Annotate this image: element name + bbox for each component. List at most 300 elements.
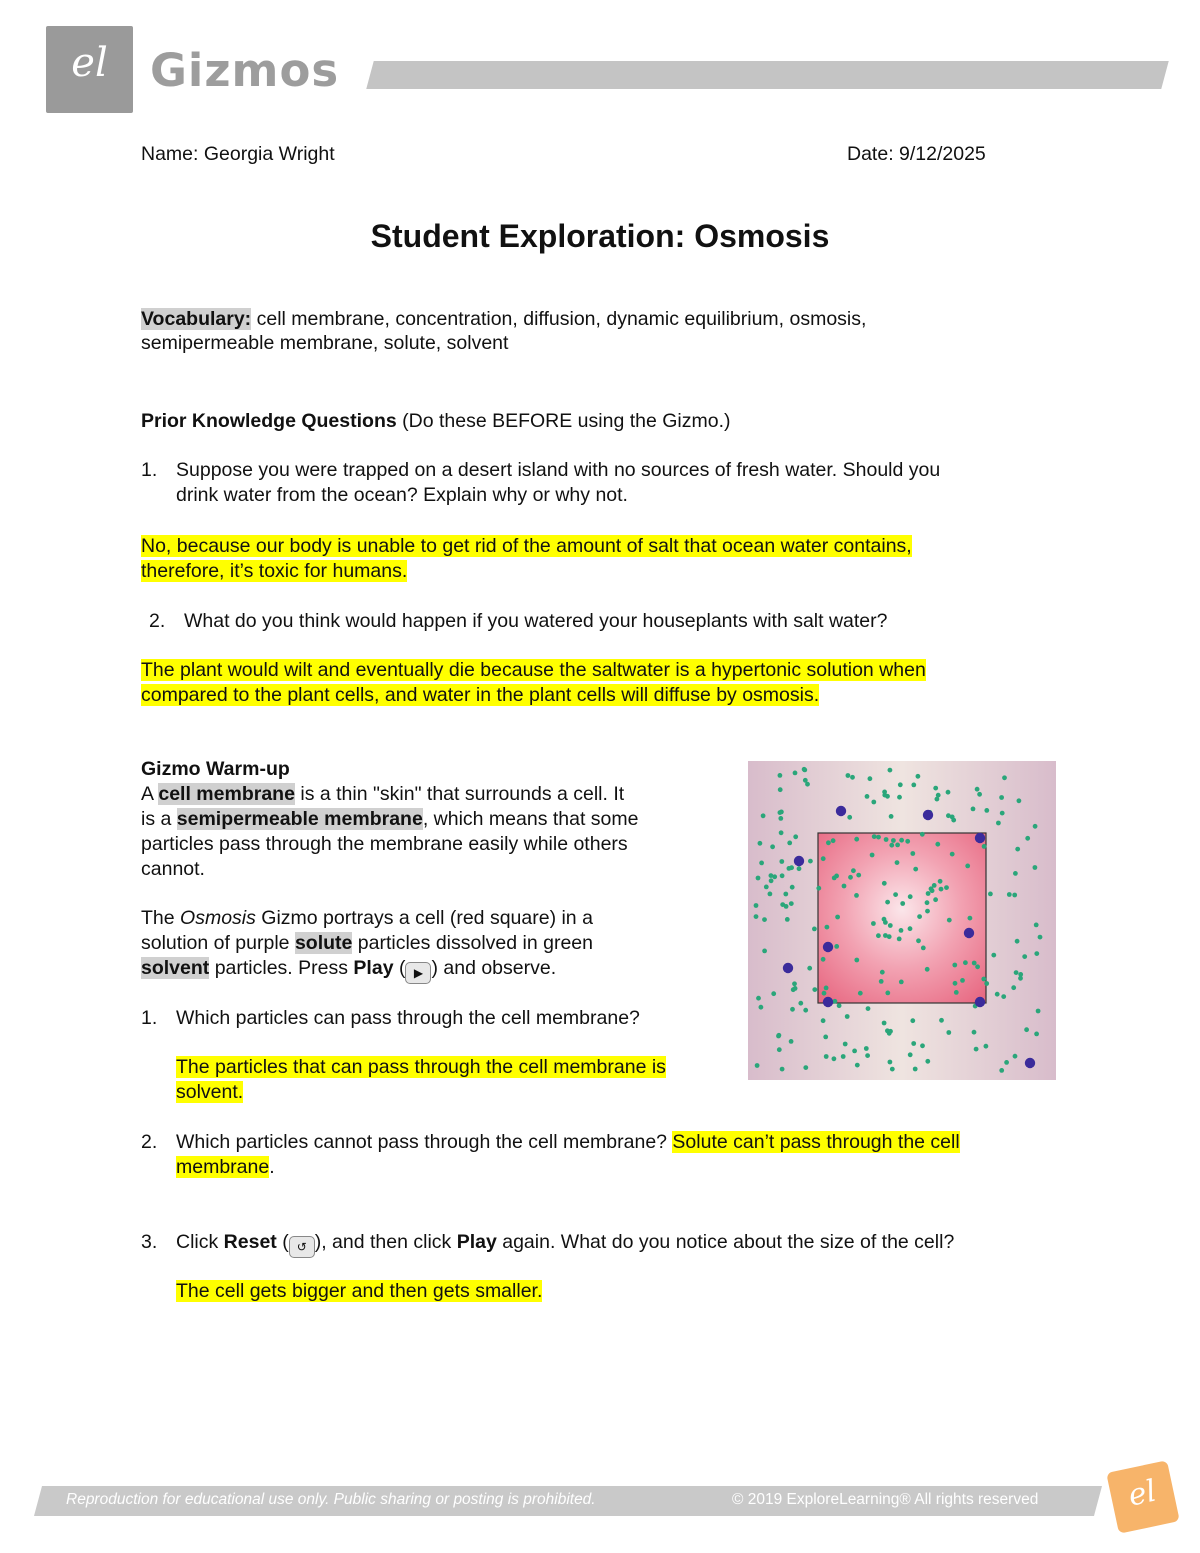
name-line: Name: Georgia Wright [141, 143, 335, 165]
warmup-q3-reset: Reset [223, 1231, 277, 1253]
solvent-particle [926, 891, 931, 896]
solvent-particle [821, 1018, 826, 1023]
warmup-p1-c: is a [141, 808, 177, 830]
solvent-particle [975, 964, 980, 969]
solvent-particle [848, 875, 853, 880]
prior-a1-text-1: No, because our body is unable to get rid of the amount of salt that ocean water contains, [141, 535, 912, 557]
solvent-particle [854, 958, 859, 963]
solvent-particle [866, 1006, 871, 1011]
solvent-particle [882, 881, 887, 886]
solvent-particle [1022, 954, 1027, 959]
osmosis-simulation-image [748, 761, 1056, 1080]
solvent-particle [876, 835, 881, 840]
solvent-particle [999, 1068, 1004, 1073]
prior-heading-text: Prior Knowledge Questions [141, 410, 397, 432]
solvent-particle [925, 1059, 930, 1064]
solvent-particle [1013, 871, 1018, 876]
solvent-particle [1014, 970, 1019, 975]
solvent-particle [972, 1030, 977, 1035]
solvent-particle [1015, 939, 1020, 944]
prior-a2-line-1 [141, 658, 926, 683]
solvent-particle [780, 873, 785, 878]
solvent-particle [965, 864, 970, 869]
solvent-particle [865, 1053, 870, 1058]
solvent-particle [899, 928, 904, 933]
solvent-particle [925, 909, 930, 914]
solvent-particle [1011, 985, 1016, 990]
solvent-particle [1017, 798, 1022, 803]
solvent-particle [771, 991, 776, 996]
solvent-particle [758, 841, 763, 846]
solvent-particle [911, 1041, 916, 1046]
solvent-particle [764, 885, 769, 890]
logo-glyph: el [71, 40, 108, 86]
solvent-particle [885, 900, 890, 905]
solvent-particle [754, 914, 759, 919]
term-solute: solute [294, 932, 353, 954]
solvent-particle [946, 790, 951, 795]
solvent-particle [783, 892, 788, 897]
vocabulary-terms-1: cell membrane, concentration, diffusion, dynamic equilibrium, osmosis, [251, 308, 867, 330]
warmup-p2-line-3 [141, 956, 556, 984]
solvent-particle [759, 1005, 764, 1010]
corner-logo-icon [1106, 1460, 1180, 1534]
solvent-particle [824, 1054, 829, 1059]
warmup-q2-line-2 [176, 1155, 275, 1180]
cell-square [818, 833, 986, 1003]
warmup-a2-period: . [269, 1156, 275, 1178]
solvent-particle [755, 1063, 760, 1068]
solvent-particle [821, 957, 826, 962]
solvent-particle [913, 867, 918, 872]
prior-q1-line-1: Suppose you were trapped on a desert island with no sources of fresh water. Should you [176, 459, 941, 481]
solvent-particle [1025, 836, 1030, 841]
play-icon: ▶ [405, 962, 431, 984]
warmup-p2-line-1 [141, 906, 593, 931]
solvent-particle [982, 844, 987, 849]
warmup-q1: Which particles can pass through the cell membrane? [176, 1007, 640, 1029]
solvent-particle [996, 821, 1001, 826]
solvent-particle [984, 808, 989, 813]
solvent-particle [787, 841, 792, 846]
solvent-particle [778, 773, 783, 778]
solvent-particle [911, 783, 916, 788]
warmup-q3-c: ), and then click [314, 1231, 457, 1253]
solvent-particle [1033, 865, 1038, 870]
solvent-particle [1018, 976, 1023, 981]
solvent-particle [789, 1039, 794, 1044]
solvent-particle [916, 938, 921, 943]
solvent-particle [769, 873, 774, 878]
solvent-particle [832, 1056, 837, 1061]
solvent-particle [1004, 1060, 1009, 1065]
solvent-particle [1038, 935, 1043, 940]
solvent-particle [1001, 994, 1006, 999]
solvent-particle [897, 937, 902, 942]
solvent-particle [854, 837, 859, 842]
warmup-p2-f: ( [393, 957, 406, 979]
solvent-particle [984, 981, 989, 986]
solvent-particle [825, 925, 830, 930]
solvent-particle [920, 832, 925, 837]
prior-q2-line-1: What do you think would happen if you watered your houseplants with salt water? [184, 610, 888, 632]
warmup-p1-b: is a thin "skin" that surrounds a cell. It [294, 783, 625, 805]
solvent-particle [916, 774, 921, 779]
solvent-particle [899, 838, 904, 843]
date-line: Date: 9/12/2025 [847, 143, 986, 165]
solvent-particle [762, 949, 767, 954]
prior-a2-text-1: The plant would wilt and eventually die because the saltwater is a hypertonic solution when [141, 659, 926, 681]
solvent-particle [776, 1034, 781, 1039]
solvent-particle [854, 893, 859, 898]
page-title: Student Exploration: Osmosis [370, 218, 830, 254]
warmup-q2-number: 2. [141, 1131, 158, 1153]
warmup-q3-play: Play [456, 1231, 497, 1253]
solvent-particle [790, 885, 795, 890]
solvent-particle [871, 800, 876, 805]
solvent-particle [1034, 951, 1039, 956]
warmup-p1-line-1 [141, 782, 624, 807]
header-bar [366, 61, 1169, 89]
prior-a1-line-2 [141, 559, 407, 584]
solvent-particle [971, 807, 976, 812]
solvent-particle [816, 886, 821, 891]
solvent-particle [785, 917, 790, 922]
solvent-particle [1033, 824, 1038, 829]
warmup-p1-a: A [141, 783, 159, 805]
solvent-particle [843, 1042, 848, 1047]
solvent-particle [824, 986, 829, 991]
solvent-particle [833, 999, 838, 1004]
warmup-a3-text: The cell gets bigger and then gets smaller. [176, 1280, 543, 1302]
solvent-particle [925, 900, 930, 905]
solvent-particle [870, 853, 875, 858]
solvent-particle [797, 866, 802, 871]
solute-particle [975, 997, 985, 1007]
solvent-particle [808, 859, 813, 864]
solvent-particle [1002, 775, 1007, 780]
solvent-particle [963, 960, 968, 965]
solvent-particle [917, 914, 922, 919]
solvent-particle [879, 979, 884, 984]
solvent-particle [977, 792, 982, 797]
solvent-particle [793, 986, 798, 991]
solvent-particle [1013, 1054, 1018, 1059]
solvent-particle [823, 1035, 828, 1040]
solvent-particle [756, 876, 761, 881]
solvent-particle [890, 1067, 895, 1072]
warmup-a1-line-2 [176, 1080, 243, 1105]
solute-particle [823, 997, 833, 1007]
solvent-particle [789, 901, 794, 906]
solute-particle [975, 833, 985, 843]
solute-particle [836, 806, 846, 816]
solvent-particle [968, 916, 973, 921]
solvent-particle [882, 917, 887, 922]
solvent-particle [865, 794, 870, 799]
vocabulary-label: Vocabulary: [141, 308, 252, 330]
solvent-particle [779, 830, 784, 835]
solvent-particle [974, 1047, 979, 1052]
solvent-particle [1036, 1009, 1041, 1014]
solvent-particle [900, 901, 905, 906]
solvent-particle [921, 946, 926, 951]
solvent-particle [932, 883, 937, 888]
solvent-particle [831, 838, 836, 843]
solvent-particle [882, 1021, 887, 1026]
vocabulary-line-2: semipermeable membrane, solute, solvent [141, 332, 509, 354]
solvent-particle [761, 813, 766, 818]
solvent-particle [822, 991, 827, 996]
solvent-particle [834, 944, 839, 949]
warmup-q3-b: ( [276, 1231, 289, 1253]
solvent-particle [888, 1029, 893, 1034]
solvent-particle [841, 1054, 846, 1059]
warmup-q3 [176, 1230, 954, 1258]
solvent-particle [826, 840, 831, 845]
solvent-particle [952, 963, 957, 968]
warmup-p2-e: particles. Press [209, 957, 354, 979]
solvent-particle [988, 892, 993, 897]
warmup-q3-a: Click [176, 1231, 224, 1253]
solvent-particle [787, 866, 792, 871]
prior-knowledge-heading [141, 409, 731, 434]
solvent-particle [991, 953, 996, 958]
solvent-particle [821, 856, 826, 861]
solvent-particle [759, 861, 764, 866]
solvent-particle [960, 978, 965, 983]
prior-a2-line-2 [141, 683, 819, 708]
warmup-q3-d: again. What do you notice about the size of the cell? [496, 1231, 955, 1253]
solvent-particle [1015, 847, 1020, 852]
prior-q2-number: 2. [149, 610, 166, 632]
solvent-particle [972, 961, 977, 966]
solvent-particle [882, 793, 887, 798]
warmup-q3-number: 3. [141, 1231, 158, 1253]
solvent-particle [999, 795, 1004, 800]
solvent-particle [864, 1046, 869, 1051]
warmup-a1-text-1: The particles that can pass through the cell membrane is [176, 1056, 666, 1078]
footer-notice: Reproduction for educational use only. Public sharing or posting is prohibited. [66, 1491, 596, 1508]
warmup-p1-line-2 [141, 807, 639, 832]
solvent-particle [780, 1067, 785, 1072]
solvent-particle [883, 933, 888, 938]
brand-title: Gizmos [150, 44, 340, 97]
term-semipermeable: semipermeable membrane [176, 808, 423, 830]
warmup-p2-osmosis: Osmosis [180, 907, 256, 929]
solvent-particle [908, 926, 913, 931]
warmup-p1-line-4: cannot. [141, 858, 205, 880]
solvent-particle [842, 884, 847, 889]
solvent-particle [802, 768, 807, 773]
solvent-particle [935, 797, 940, 802]
solvent-particle [777, 1047, 782, 1052]
solvent-particle [1007, 892, 1012, 897]
solvent-particle [899, 980, 904, 985]
solvent-particle [946, 1030, 951, 1035]
solvent-particle [770, 844, 775, 849]
solvent-particle [975, 787, 980, 792]
solvent-particle [895, 860, 900, 865]
solvent-particle [790, 1007, 795, 1012]
solvent-particle [834, 874, 839, 879]
solute-particle [823, 942, 833, 952]
warmup-p1-d: , which means that some [422, 808, 639, 830]
solvent-particle [803, 1008, 808, 1013]
solvent-particle [856, 873, 861, 878]
solvent-particle [852, 1049, 857, 1054]
solvent-particle [793, 771, 798, 776]
solvent-particle [762, 917, 767, 922]
warmup-heading: Gizmo Warm-up [141, 758, 290, 780]
solvent-particle [953, 981, 958, 986]
prior-a1-line-1 [141, 534, 912, 559]
reset-icon: ↺ [289, 1236, 315, 1258]
solvent-particle [798, 1001, 803, 1006]
solvent-particle [938, 879, 943, 884]
solvent-particle [888, 923, 893, 928]
solvent-particle [778, 810, 783, 815]
solvent-particle [888, 768, 893, 773]
warmup-a1-line-1 [176, 1055, 666, 1080]
solvent-particle [778, 787, 783, 792]
solvent-particle [951, 818, 956, 823]
solvent-particle [1024, 1027, 1029, 1032]
solvent-particle [995, 992, 1000, 997]
solvent-particle [889, 814, 894, 819]
solute-particle [794, 856, 804, 866]
warmup-a2-part-1: Solute can’t pass through the cell [672, 1131, 960, 1153]
solvent-particle [803, 778, 808, 783]
solvent-particle [876, 933, 881, 938]
vocabulary-line-1 [141, 307, 866, 332]
solvent-particle [933, 786, 938, 791]
warmup-p2-c: solution of purple [141, 932, 295, 954]
solvent-particle [807, 966, 812, 971]
solute-particle [783, 963, 793, 973]
solvent-particle [895, 843, 900, 848]
solvent-particle [920, 1043, 925, 1048]
solvent-particle [913, 1067, 918, 1072]
solvent-particle [947, 918, 952, 923]
solvent-particle [905, 839, 910, 844]
solvent-particle [855, 1063, 860, 1068]
solvent-particle [792, 981, 797, 986]
solvent-particle [768, 892, 773, 897]
solvent-particle [846, 773, 851, 778]
solvent-particle [950, 852, 955, 857]
solute-particle [923, 810, 933, 820]
warmup-p1-line-3: particles pass through the membrane easily while others [141, 833, 628, 855]
solvent-particle [779, 859, 784, 864]
solvent-particle [885, 991, 890, 996]
solvent-particle [933, 897, 938, 902]
solvent-particle [939, 887, 944, 892]
solvent-particle [946, 813, 951, 818]
solvent-particle [884, 837, 889, 842]
footer-copyright: © 2019 ExploreLearning® All rights reserved [732, 1491, 1039, 1508]
solvent-particle [910, 851, 915, 856]
warmup-a2-part-2: membrane [176, 1156, 270, 1178]
solvent-particle [837, 1003, 842, 1008]
solvent-particle [1012, 893, 1017, 898]
solvent-particle [1034, 923, 1039, 928]
solvent-particle [908, 1052, 913, 1057]
solvent-particle [812, 927, 817, 932]
solvent-particle [981, 977, 986, 982]
solvent-particle [893, 892, 898, 897]
solvent-particle [872, 834, 877, 839]
solvent-particle [897, 795, 902, 800]
solvent-particle [845, 1014, 850, 1019]
warmup-p2-b: Gizmo portrays a cell (red square) in a [255, 907, 593, 929]
solvent-particle [889, 843, 894, 848]
solvent-particle [850, 775, 855, 780]
solvent-particle [754, 903, 759, 908]
solvent-particle [984, 1044, 989, 1049]
solvent-particle [778, 816, 783, 821]
prior-q1-line-2: drink water from the ocean? Explain why or why not. [176, 484, 628, 506]
solvent-particle [756, 996, 761, 1001]
solvent-particle [944, 885, 949, 890]
term-solvent: solvent [141, 957, 210, 979]
prior-heading-note: (Do these BEFORE using the Gizmo.) [396, 410, 731, 432]
solute-particle [964, 928, 974, 938]
warmup-q1-number: 1. [141, 1007, 158, 1029]
warmup-q2: Which particles cannot pass through the cell membrane? [176, 1131, 673, 1153]
explorelearning-logo [46, 26, 133, 113]
solvent-particle [847, 815, 852, 820]
term-cell-membrane: cell membrane [158, 783, 295, 805]
warmup-q2-line-1 [176, 1130, 960, 1155]
solvent-particle [888, 1060, 893, 1065]
solvent-particle [868, 776, 873, 781]
warmup-a3 [176, 1279, 542, 1304]
solvent-particle [858, 991, 863, 996]
warmup-p2-g: ) and observe. [431, 957, 557, 979]
solvent-particle [939, 1018, 944, 1023]
warmup-a1-text-2: solvent. [176, 1081, 244, 1103]
solvent-particle [1000, 811, 1005, 816]
solvent-particle [812, 987, 817, 992]
solvent-particle [935, 842, 940, 847]
solute-particle [1025, 1058, 1035, 1068]
solvent-particle [793, 834, 798, 839]
solvent-particle [898, 782, 903, 787]
solvent-particle [1034, 1032, 1039, 1037]
prior-q1-number: 1. [141, 459, 158, 481]
solvent-particle [803, 1065, 808, 1070]
warmup-p2-d: particles dissolved in green [352, 932, 594, 954]
solvent-particle [910, 1018, 915, 1023]
solvent-particle [780, 902, 785, 907]
solvent-particle [769, 878, 774, 883]
warmup-p2-a: The [141, 907, 181, 929]
solvent-particle [851, 868, 856, 873]
solvent-particle [925, 967, 930, 972]
solvent-particle [891, 838, 896, 843]
solvent-particle [880, 970, 885, 975]
solvent-particle [871, 921, 876, 926]
warmup-p2-line-2 [141, 931, 593, 956]
warmup-p2-play: Play [353, 957, 394, 979]
corner-logo-glyph: el [1125, 1473, 1160, 1514]
prior-a1-text-2: therefore, it’s toxic for humans. [141, 560, 408, 582]
solvent-particle [954, 990, 959, 995]
solvent-particle [908, 894, 913, 899]
prior-a2-text-2: compared to the plant cells, and water in the plant cells will diffuse by osmosis. [141, 684, 820, 706]
solvent-particle [835, 915, 840, 920]
